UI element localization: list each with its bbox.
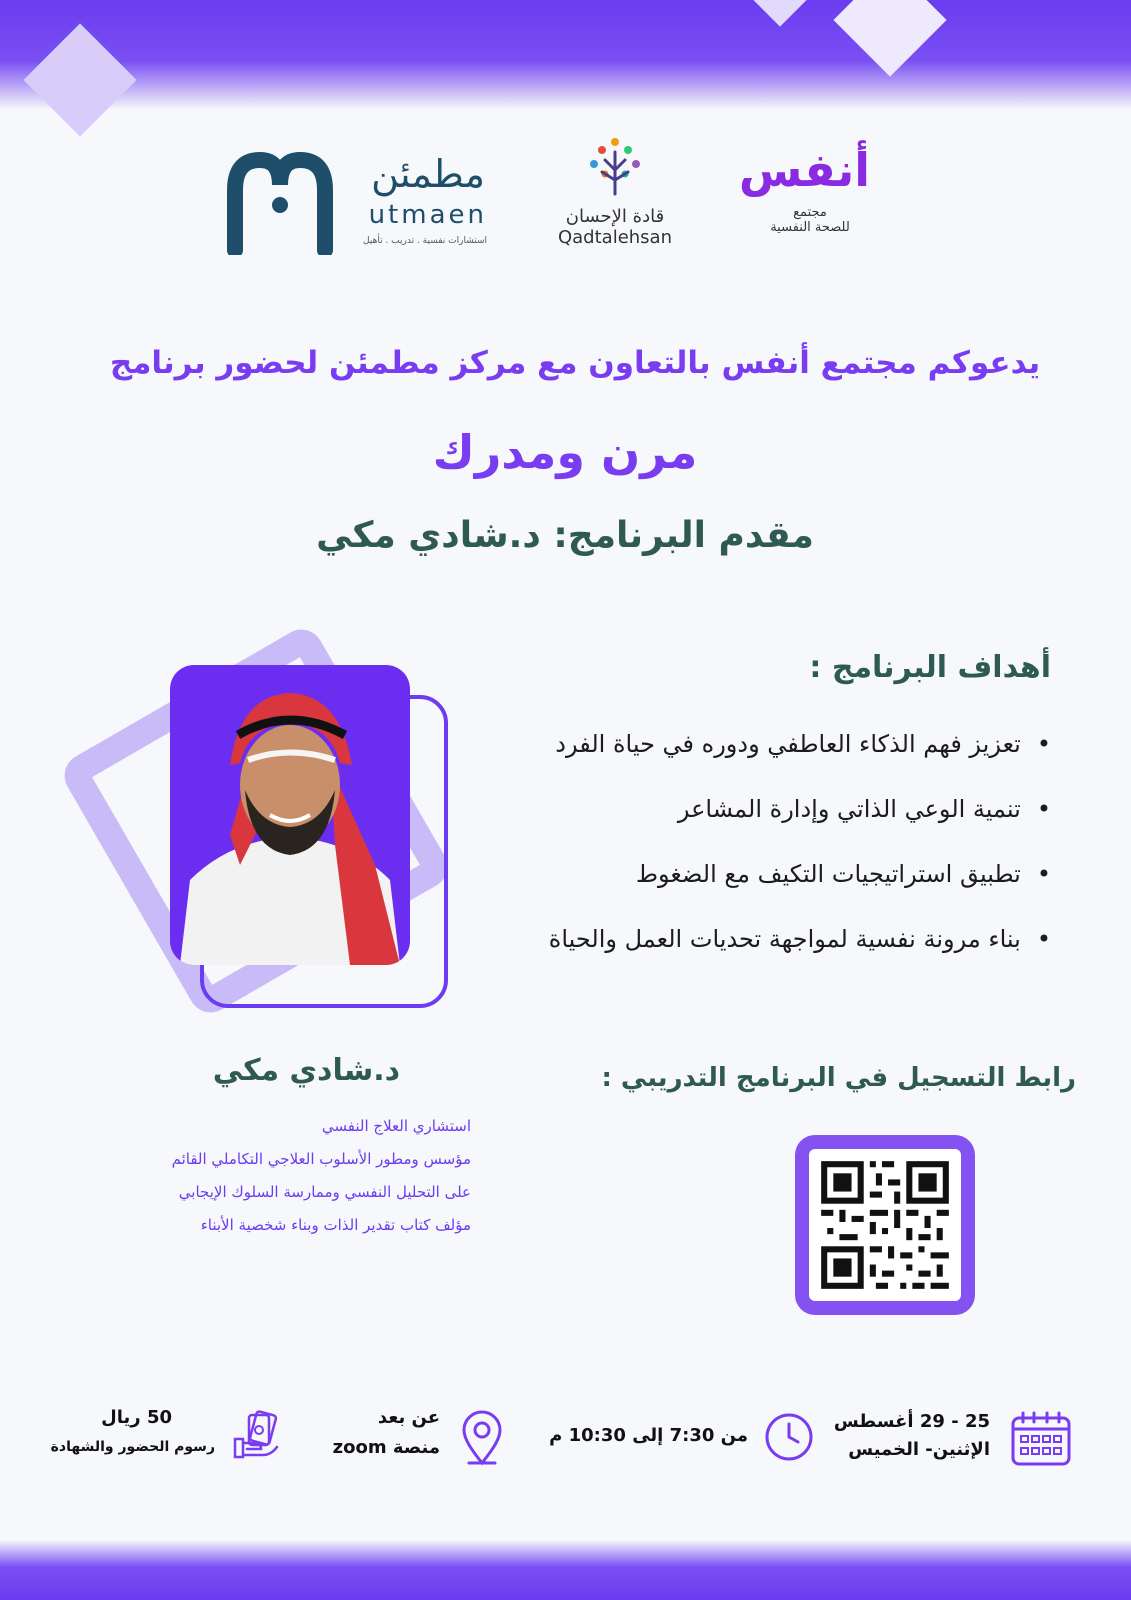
info-date	[833, 1405, 1090, 1475]
mutmaen-m-icon	[225, 150, 335, 255]
info-time-range: من 7:30 إلى 10:30 م	[549, 1425, 748, 1446]
mutmaen-logo	[225, 150, 490, 260]
speaker-bio-line: مؤلف كتاب تقدير الذات وبناء شخصية الأبناء	[200, 1216, 471, 1234]
speaker-bio-line: استشاري العلاج النفسي	[321, 1117, 471, 1135]
anfas-logo-line2: للصحة النفسية	[770, 220, 850, 235]
speaker-photo	[170, 665, 410, 965]
qadat-logo	[545, 130, 685, 265]
mutmaen-tagline: استشارات نفسية . تدريب . تأهيل	[363, 236, 487, 246]
info-platform-name: منصة zoom	[332, 1437, 440, 1458]
anfas-logo	[738, 135, 870, 270]
info-platform	[310, 1405, 520, 1475]
location-pin-icon	[459, 1409, 505, 1471]
tree-people-icon	[580, 130, 650, 200]
mutmaen-latin: utmaen	[368, 200, 487, 230]
goal-item: • بناء مرونة نفسية لمواجهة تحديات العمل والحياة	[549, 925, 1051, 953]
speaker-name: د.شادي مكي	[212, 1053, 400, 1088]
goal-item: • تعزيز فهم الذكاء العاطفي ودوره في حياة الفرد	[555, 730, 1051, 758]
info-days: الإثنين- الخميس	[848, 1439, 990, 1460]
info-time	[520, 1405, 820, 1475]
goal-item: • تطبيق استراتيجيات التكيف مع الضغوط	[636, 860, 1051, 888]
clock-icon	[763, 1411, 815, 1467]
info-fee-note: رسوم الحضور والشهادة	[50, 1439, 215, 1455]
registration-qr-frame[interactable]	[795, 1135, 975, 1315]
presenter-line: مقدم البرنامج: د.شادي مكي	[316, 515, 814, 556]
bottom-band	[0, 1540, 1131, 1600]
info-mode: عن بعد	[377, 1407, 440, 1428]
qadat-arabic: قادة الإحسان	[565, 206, 665, 227]
goals-heading: أهداف البرنامج :	[809, 650, 1051, 685]
program-title: مرن ومدرك	[432, 425, 698, 479]
speaker-photo-frame	[80, 615, 460, 1015]
info-date-range: 25 - 29 أغسطس	[833, 1411, 990, 1432]
calendar-icon	[1010, 1411, 1072, 1471]
anfas-logo-line1: مجتمع	[793, 205, 827, 220]
info-fee-amount: 50 ريال	[101, 1407, 172, 1428]
speaker-bio-line: مؤسس ومطور الأسلوب العلاجي التكاملي القائم	[171, 1150, 471, 1168]
invite-line: يدعوكم مجتمع أنفس بالتعاون مع مركز مطمئن لحضور برنامج	[109, 345, 1041, 381]
mutmaen-arabic: مطمئن	[371, 152, 485, 196]
photo-backdrop	[170, 665, 410, 965]
registration-label: رابط التسجيل في البرنامج التدريبي :	[601, 1063, 1076, 1093]
speaker-bio-line: على التحليل النفسي وممارسة السلوك الإيجابي	[178, 1183, 471, 1201]
anfas-logo-mark: أنفس	[738, 143, 870, 197]
info-fee	[30, 1405, 290, 1475]
money-hand-icon	[233, 1409, 285, 1467]
top-band	[0, 0, 1131, 110]
goal-item: • تنمية الوعي الذاتي وإدارة المشاعر	[678, 795, 1051, 823]
qadat-latin: Qadtalehsan	[557, 227, 672, 248]
qr-code-icon[interactable]	[809, 1149, 961, 1301]
